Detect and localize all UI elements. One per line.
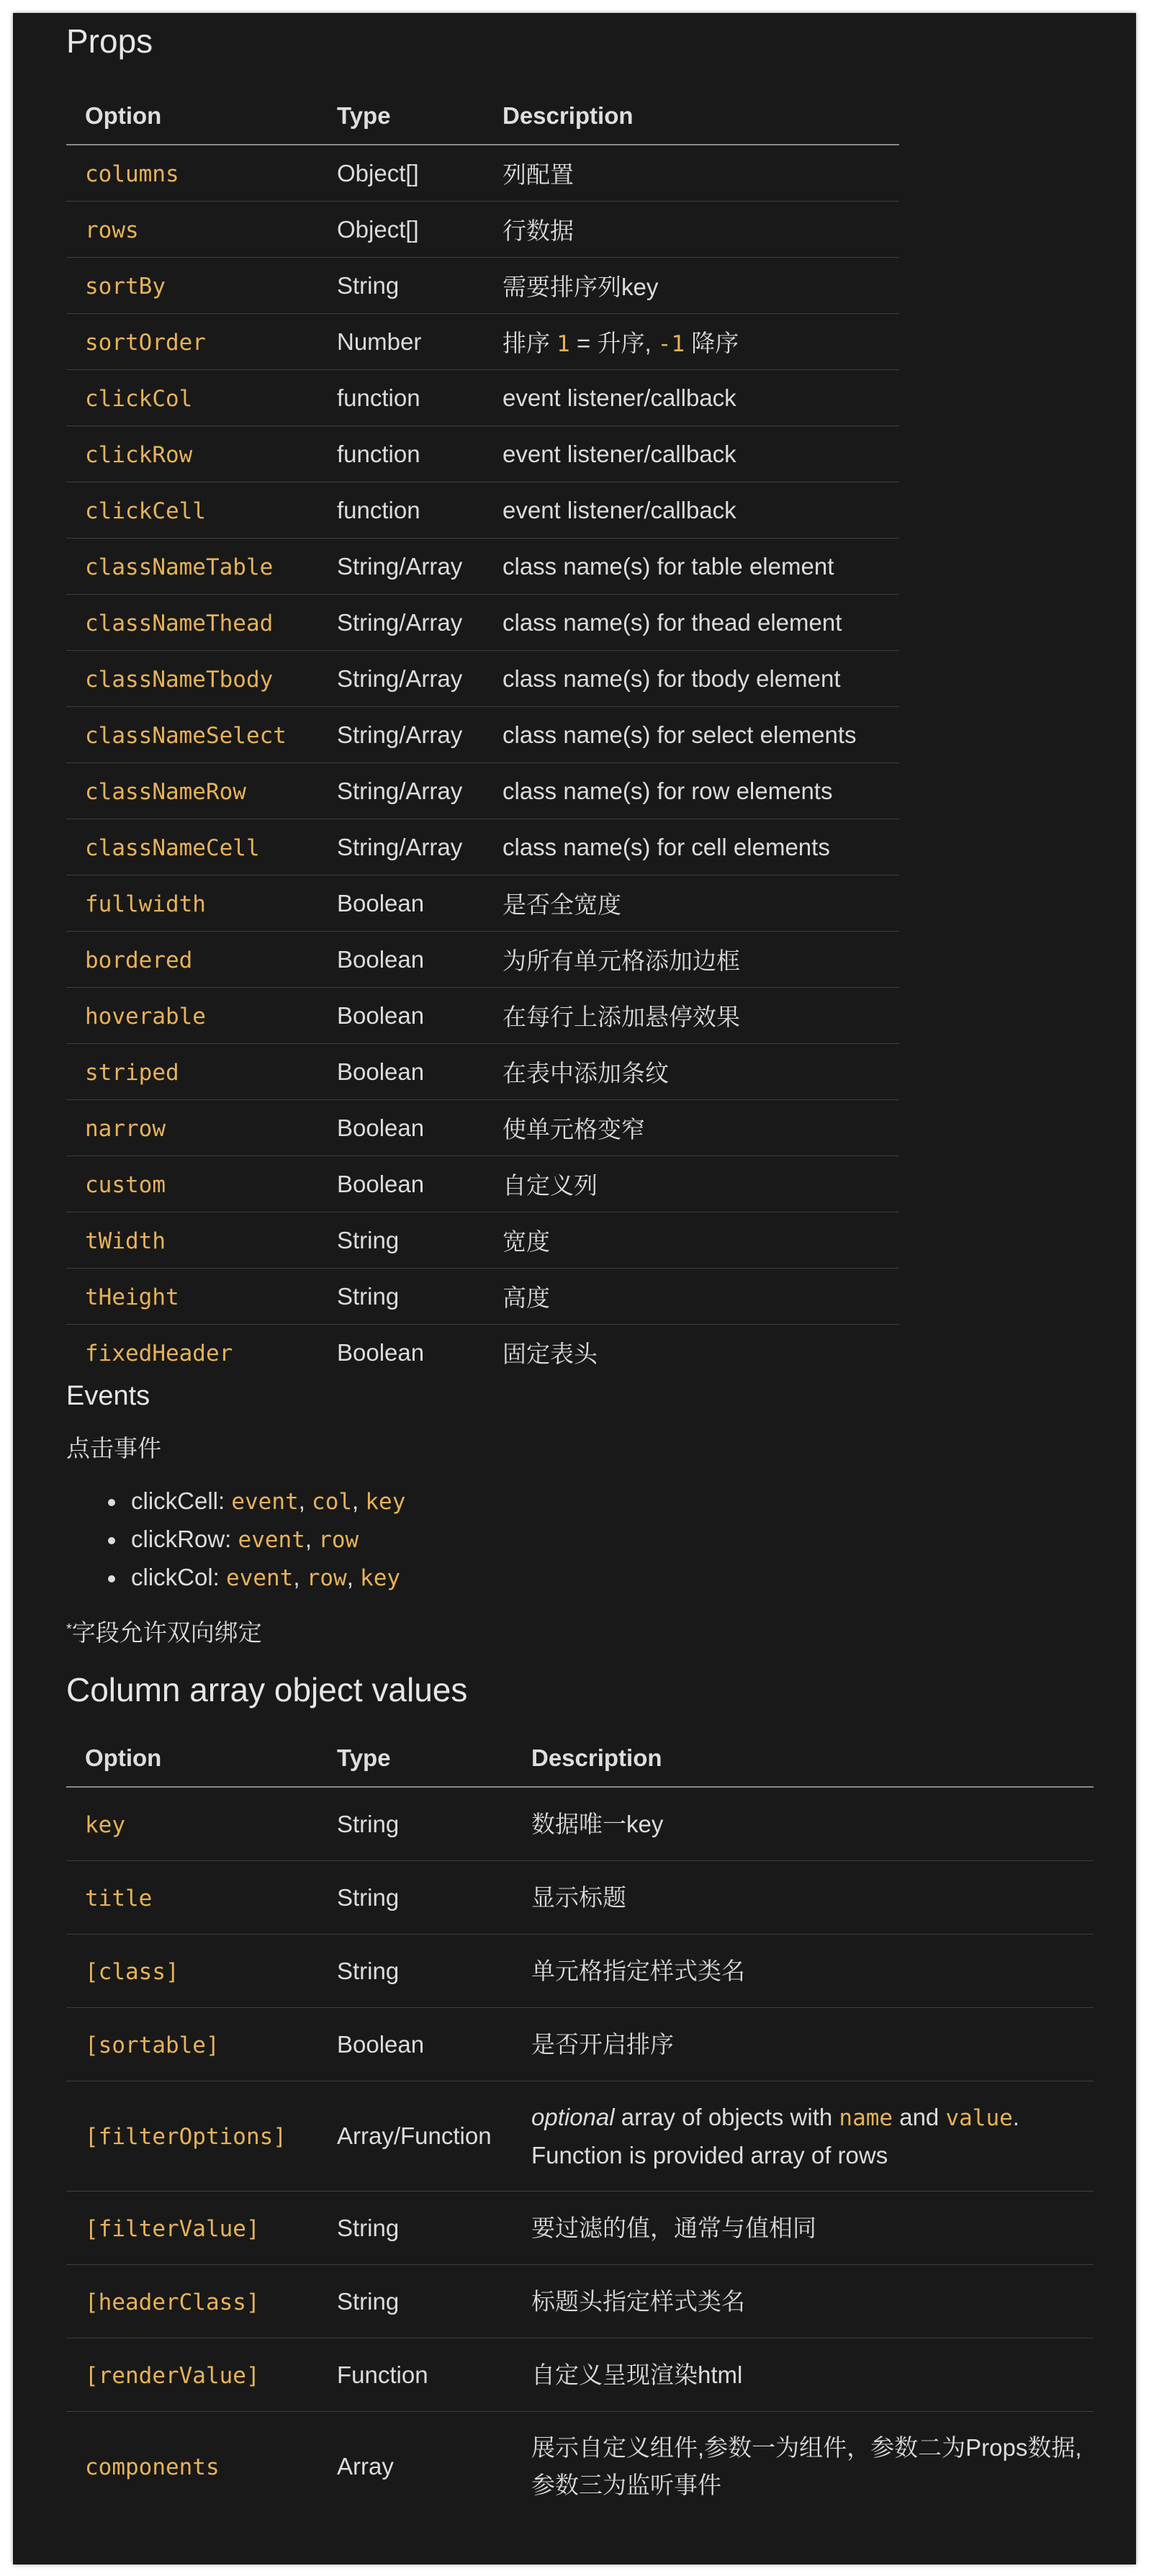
table-row [66,1156,899,1212]
table-row [66,932,899,988]
option-name: classNameSelect [85,722,287,749]
description-cell: 是否全宽度 [484,875,899,932]
option-name: fullwidth [85,891,206,917]
type-cell: String [318,2265,513,2338]
description-cell: 宽度 [484,1212,899,1269]
type-cell: Array/Function [318,2081,513,2192]
table-row [66,2412,1094,2522]
option-name: classNameRow [85,778,246,805]
table-row [66,595,899,651]
desc-code: -1 [657,331,685,357]
option-name: classNameThead [85,610,274,636]
option-cell [66,2081,318,2192]
table-row [66,145,899,202]
description-cell: 行数据 [484,202,899,258]
description-cell: event listener/callback [484,370,899,426]
description-cell: class name(s) for row elements [484,763,899,819]
event-arg: event [226,1565,294,1591]
description-cell [484,314,899,370]
table-row [66,875,899,932]
description-cell: class name(s) for tbody element [484,651,899,707]
option-name: classNameTbody [85,666,274,693]
type-cell: Boolean [318,1100,484,1156]
option-name: narrow [85,1115,166,1142]
table-row [66,258,899,314]
binding-note [66,1614,262,1648]
option-name: fixedHeader [85,1340,233,1366]
option-name: rows [85,217,139,243]
description-cell: 展示自定义组件,参数一为组件，参数二为Props数据,参数三为监听事件 [531,2434,1082,2498]
option-name: clickRow [85,441,193,468]
option-name: tHeight [85,1284,179,1310]
table-row [66,314,899,370]
option-name: bordered [85,947,193,973]
event-arg: event [238,1527,305,1553]
event-arg: key [360,1565,401,1591]
option-cell [66,2412,318,2522]
events-subtitle: 点击事件 [66,1435,161,1462]
option-cell [66,1787,318,1861]
column-values-heading: Column array object values [66,1671,468,1708]
option-cell [66,875,318,932]
desc-emphasis: optional [531,2103,615,2130]
events-heading: Events [66,1381,150,1411]
option-cell [66,482,318,539]
event-name: clickCell: [131,1487,232,1514]
option-cell [66,258,318,314]
option-name: [sortable] [85,2032,220,2058]
note-text: 字段允许双向绑定 [71,1619,262,1646]
props-table-header [66,88,899,145]
option-name: [filterValue] [85,2215,260,2242]
event-arg: row [318,1527,359,1553]
table-row [66,539,899,595]
option-name: custom [85,1171,166,1198]
event-arg: row [306,1565,347,1591]
desc-text: 排序 [503,330,557,356]
type-cell: String/Array [318,651,484,707]
description-cell: 是否开启排序 [513,2008,1094,2081]
document-page [13,13,1136,2564]
event-name: clickCol: [131,1564,227,1590]
type-cell: Boolean [318,988,484,1044]
list-item: clickCol: event, row, key [131,1558,405,1596]
header-description: Description [484,88,899,145]
list-item: clickRow: event, row [131,1520,405,1558]
description-cell: 自定义列 [484,1156,899,1212]
description-cell: class name(s) for select elements [484,707,899,763]
type-cell: Boolean [318,932,484,988]
table-row [66,1212,899,1269]
header-type: Type [318,88,484,145]
option-cell [66,988,318,1044]
option-name: classNameTable [85,554,274,580]
type-cell: String/Array [318,763,484,819]
type-cell: function [318,370,484,426]
type-cell: String/Array [318,595,484,651]
event-arg: event [231,1489,299,1515]
description-cell: 要过滤的值，通常与值相同 [513,2192,1094,2265]
description-cell: class name(s) for table element [484,539,899,595]
type-cell: Boolean [318,875,484,932]
table-row [66,1861,1094,1935]
event-name: clickRow: [131,1526,238,1552]
table-row [66,370,899,426]
column-values-table-header [66,1730,1094,1787]
description-cell: 使单元格变窄 [484,1100,899,1156]
table-row [66,1787,1094,1861]
events-list [131,1482,405,1596]
table-row [66,763,899,819]
props-table [66,88,899,1380]
option-name: hoverable [85,1003,206,1030]
option-name: clickCol [85,385,193,412]
option-cell [66,595,318,651]
option-cell [66,2008,318,2081]
type-cell: String [318,1269,484,1325]
description-cell: 标题头指定样式类名 [513,2265,1094,2338]
desc-text: = 升序, [569,330,658,356]
event-arg: key [365,1489,406,1515]
desc-text: and [893,2103,946,2130]
desc-code: name [839,2104,893,2131]
option-cell [66,1269,318,1325]
type-cell: String [318,2192,513,2265]
type-cell: String/Array [318,539,484,595]
option-name: components [85,2454,220,2480]
type-cell: String/Array [318,819,484,875]
description-cell: 需要排序列key [484,258,899,314]
option-name: [class] [85,1958,179,1985]
table-row [66,1044,899,1100]
option-cell [66,1935,318,2008]
description-cell: class name(s) for cell elements [484,819,899,875]
option-name: [headerClass] [85,2289,260,2315]
option-name: sortOrder [85,329,206,356]
option-name: key [85,1811,125,1838]
option-cell [66,2192,318,2265]
column-values-table [66,1730,1094,2521]
header-description: Description [513,1730,1094,1787]
option-name: clickCell [85,497,206,524]
table-row [66,819,899,875]
description-cell: 数据唯一key [513,1787,1094,1861]
option-cell [66,763,318,819]
event-arg: col [312,1489,353,1515]
option-name: striped [85,1059,179,1086]
note-mark: * [66,1621,72,1637]
option-cell [66,314,318,370]
option-cell [66,2338,318,2412]
type-cell: Boolean [318,1044,484,1100]
description-cell: class name(s) for thead element [484,595,899,651]
type-cell: String/Array [318,707,484,763]
table-row [66,2265,1094,2338]
option-name: title [85,1885,153,1911]
description-cell: event listener/callback [484,482,899,539]
table-row [66,426,899,482]
table-row [66,2008,1094,2081]
option-name: classNameCell [85,834,260,861]
type-cell: Function [318,2338,513,2412]
option-cell [66,819,318,875]
option-cell [66,426,318,482]
list-item: clickCell: event, col, key [131,1482,405,1520]
type-cell: Number [318,314,484,370]
desc-text: 降序 [685,330,739,356]
description-cell: 为所有单元格添加边框 [484,932,899,988]
table-row [66,1935,1094,2008]
option-cell [66,707,318,763]
option-cell [66,1861,318,1935]
option-cell [66,1044,318,1100]
header-option: Option [66,1730,318,1787]
option-name: sortBy [85,273,166,300]
option-cell [66,1100,318,1156]
type-cell: String [318,1212,484,1269]
description-cell: 在表中添加条纹 [484,1044,899,1100]
option-cell [66,202,318,258]
option-cell [66,539,318,595]
type-cell: function [318,482,484,539]
table-row [66,651,899,707]
type-cell: String [318,1787,513,1861]
description-cell: 显示标题 [513,1861,1094,1935]
description-cell: 自定义呈现渲染html [513,2338,1094,2412]
description-cell: event listener/callback [484,426,899,482]
option-cell [66,651,318,707]
option-name: tWidth [85,1228,166,1254]
description-cell: 在每行上添加悬停效果 [484,988,899,1044]
type-cell: String [318,1861,513,1935]
header-option: Option [66,88,318,145]
type-cell: String [318,1935,513,2008]
table-row [66,2081,1094,2192]
type-cell: Object[] [318,202,484,258]
table-row [66,2192,1094,2265]
description-cell: 单元格指定样式类名 [513,1935,1094,2008]
option-cell [66,370,318,426]
table-row [66,2338,1094,2412]
description-cell: 高度 [484,1269,899,1325]
type-cell: Array [337,2453,394,2480]
description-cell [513,2081,1094,2192]
type-cell: Boolean [337,1338,425,1366]
desc-code: 1 [557,331,570,357]
props-heading: Props [66,22,153,60]
type-cell: Boolean [318,2008,513,2081]
option-cell [66,2265,318,2338]
option-cell [66,1212,318,1269]
desc-code: value [945,2104,1013,2131]
type-cell: Boolean [318,1156,484,1212]
table-row [66,707,899,763]
table-row [66,202,899,258]
table-row [66,1100,899,1156]
table-row [66,1269,899,1325]
type-cell: String [318,258,484,314]
description-cell: 列配置 [484,145,899,202]
option-cell [66,932,318,988]
description-cell: 固定表头 [503,1341,598,1367]
option-cell [66,1156,318,1212]
type-cell: function [318,426,484,482]
option-name: [renderValue] [85,2362,260,2389]
desc-text: . Function is provided array of rows [531,2103,1019,2169]
option-name: columns [85,161,179,187]
table-row [66,482,899,539]
desc-text: array of objects with [614,2103,839,2130]
header-type: Type [318,1730,513,1787]
option-name: [filterOptions] [85,2124,287,2150]
option-cell [66,145,318,202]
table-row [66,988,899,1044]
type-cell: Object[] [318,145,484,202]
table-row [66,1325,899,1381]
option-cell [66,1325,318,1381]
